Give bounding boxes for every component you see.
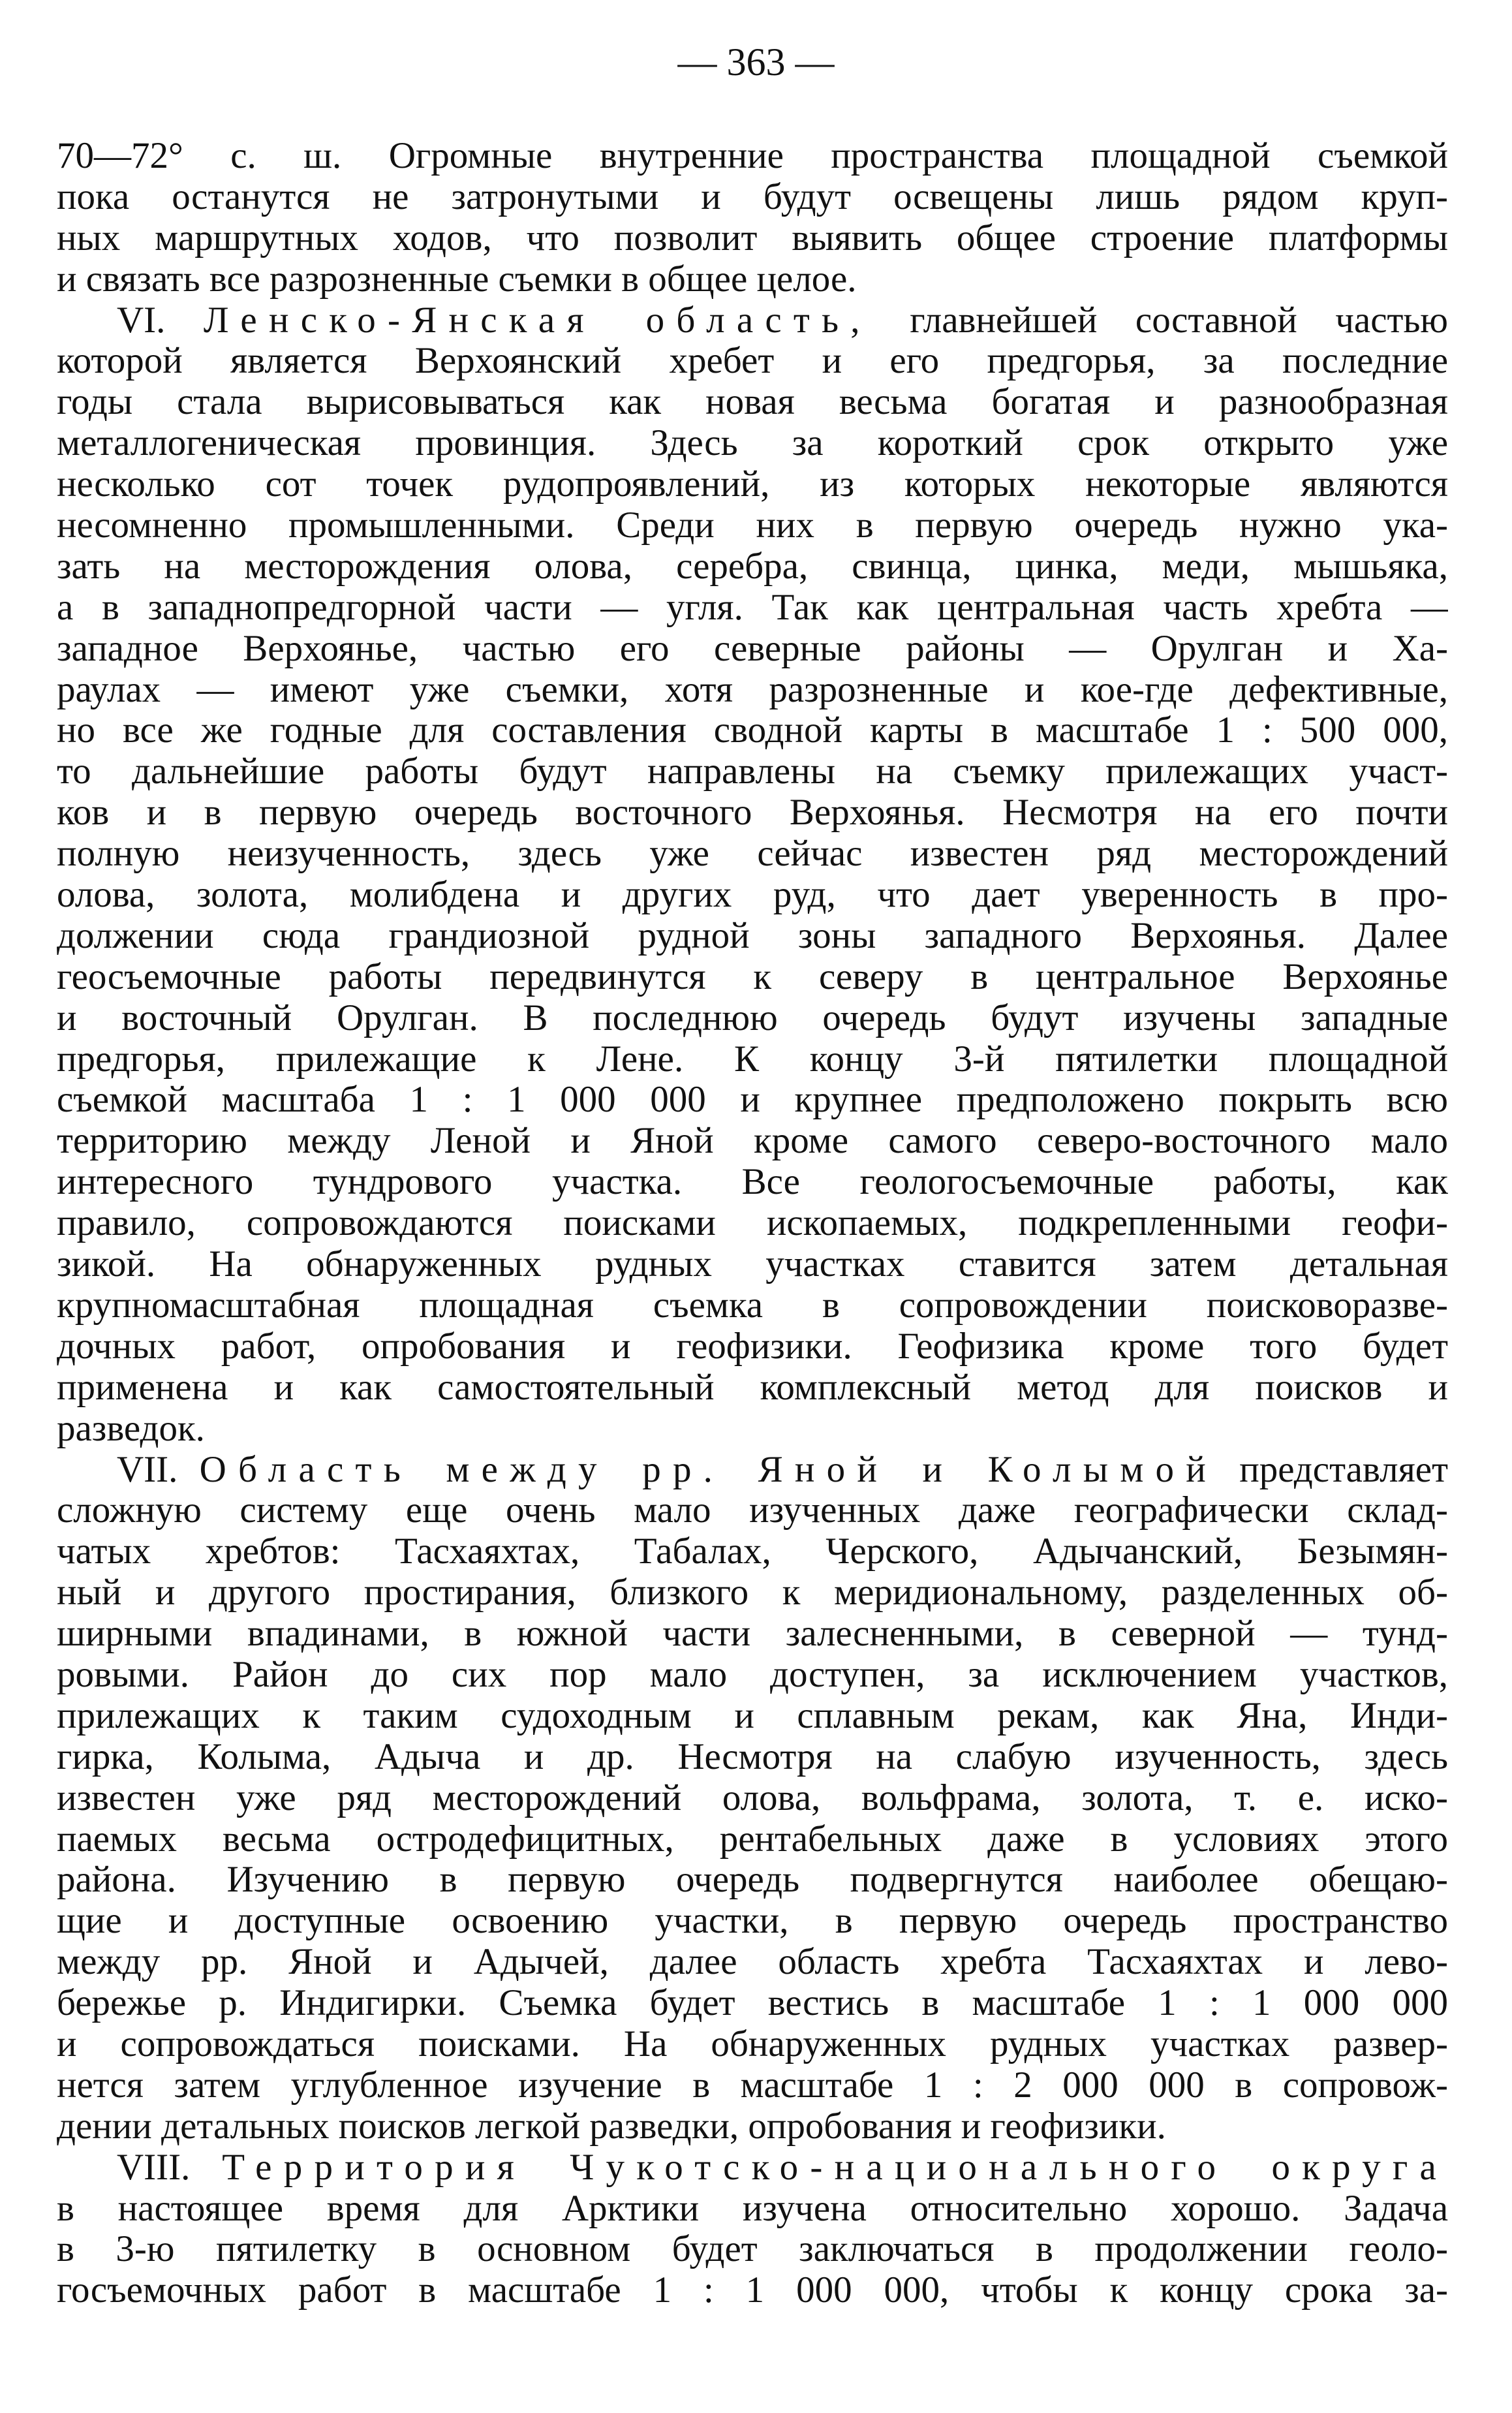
text-line: сложную систему еще очень мало изученных даже географически склад- xyxy=(57,1490,1448,1531)
text-line-rest: представляет xyxy=(1239,1449,1448,1490)
text-line: ровыми. Район до сих пор мало доступен, за исключением участков, xyxy=(57,1654,1448,1695)
text-line: и восточный Орулган. В последнюю очередь будут изучены западные xyxy=(57,997,1448,1038)
text-line: прилежащих к таким судоходным и сплавным рекам, как Яна, Инди- xyxy=(57,1695,1448,1736)
text-line: и связать все разрозненные съемки в общее целое. xyxy=(57,258,857,300)
text-line: пока останутся не затронутыми и будут освещены лишь рядом круп- xyxy=(57,176,1448,217)
text-line: между рр. Яной и Адычей, далее область хребта Тасхаяхтах и лево- xyxy=(57,1942,1448,1983)
text-line: территорию между Леной и Яной кроме самого северо-восточного мало xyxy=(57,1121,1448,1162)
text-line: зикой. На обнаруженных рудных участках ставится затем детальная xyxy=(57,1244,1448,1285)
text-line: гирка, Колыма, Адыча и др. Несмотря на слабую изученность, здесь xyxy=(57,1736,1448,1777)
text-line: дочных работ, опробования и геофизики. Геофизика кроме того будет xyxy=(57,1326,1448,1367)
text-line: а в западнопредгорной части — угля. Так как центральная часть хребта — xyxy=(57,587,1448,628)
section-heading-line xyxy=(57,1450,1448,1491)
text-line: предгорья, прилежащие к Лене. К концу 3-й пятилетки площадной xyxy=(57,1038,1448,1080)
text-line: в настоящее время для Арктики изучена относительно хорошо. Задача xyxy=(57,2188,1448,2229)
text-line: то дальнейшие работы будут направлены на съемку прилежащих участ- xyxy=(57,751,1448,792)
text-line: олова, золота, молибдена и других руд, что дает уверенность в про- xyxy=(57,875,1448,916)
section-title-spaced: Область между рр. Яной и Колымой xyxy=(199,1449,1218,1490)
text-line: известен уже ряд месторождений олова, вольфрама, золота, т. е. иско- xyxy=(57,1777,1448,1818)
text-line: ширными впадинами, в южной части залесненными, в северной — тунд- xyxy=(57,1613,1448,1655)
text-line: которой является Верхоянский хребет и его предгорья, за последние xyxy=(57,341,1448,382)
text-line: геосъемочные работы передвинутся к северу в центральное Верхоянье xyxy=(57,956,1448,997)
text-line: госъемочных работ в масштабе 1 : 1 000 000, чтобы к концу срока за- xyxy=(57,2270,1448,2311)
section-number: VIII. xyxy=(117,2147,191,2188)
text-line: годы стала вырисовываться как новая весьма богатая и разнообразная xyxy=(57,382,1448,423)
text-line: чатых хребтов: Тасхаяхтах, Табалах, Черского, Адычанский, Безымян- xyxy=(57,1531,1448,1572)
text-line: щие и доступные освоению участки, в первую очередь пространство xyxy=(57,1901,1448,1942)
section-number: VII. xyxy=(117,1449,178,1490)
text-line: района. Изучению в первую очередь подвергнутся наиболее обещаю- xyxy=(57,1860,1448,1901)
section-heading-line xyxy=(57,300,1448,341)
section-title-spaced: Территория Чукотско-национального округа xyxy=(222,2147,1448,2188)
text-line: в 3-ю пятилетку в основном будет заключаться в продолжении геоло- xyxy=(57,2229,1448,2270)
text-line: паемых весьма остродефицитных, рентабельных даже в условиях этого xyxy=(57,1818,1448,1860)
text-line-rest: главнейшей составной частью xyxy=(910,300,1448,341)
text-line: разведок. xyxy=(57,1408,205,1449)
text-line: нется затем углубленное изучение в масштабе 1 : 2 000 000 в сопровож- xyxy=(57,2064,1448,2106)
page-body-text xyxy=(57,136,1448,2311)
text-line: полную неизученность, здесь уже сейчас известен ряд месторождений xyxy=(57,833,1448,875)
text-line: дении детальных поисков легкой разведки, опробования и геофизики. xyxy=(57,2106,1166,2147)
text-line: зать на месторождения олова, серебра, свинца, цинка, меди, мышьяка, xyxy=(57,546,1448,587)
section-title-spaced: Ленско-Янская область, xyxy=(203,300,872,341)
section-heading-line xyxy=(57,2147,1448,2188)
text-line: применена и как самостоятельный комплексный метод для поисков и xyxy=(57,1367,1448,1408)
text-line: несомненно промышленными. Среди них в первую очередь нужно ука- xyxy=(57,505,1448,546)
text-line: крупномасштабная площадная съемка в сопровождении поисковоразве- xyxy=(57,1284,1448,1326)
text-line: металлогеническая провинция. Здесь за короткий срок открыто уже xyxy=(57,423,1448,464)
text-line: и сопровождаться поисками. На обнаруженных рудных участках развер- xyxy=(57,2023,1448,2064)
text-line: съемкой масштаба 1 : 1 000 000 и крупнее предположено покрыть всю xyxy=(57,1080,1448,1121)
text-line: правило, сопровождаются поисками ископаемых, подкрепленными геофи- xyxy=(57,1203,1448,1244)
text-line: раулах — имеют уже съемки, хотя разрозненные и кое-где дефективные, xyxy=(57,669,1448,710)
text-line: ков и в первую очередь восточного Верхоянья. Несмотря на его почти xyxy=(57,792,1448,833)
text-line: 70—72° с. ш. Огромные внутренние пространства площадной съемкой xyxy=(57,136,1448,176)
text-line: но все же годные для составления сводной карты в масштабе 1 : 500 000, xyxy=(57,710,1448,751)
page-number: — 363 — xyxy=(677,40,835,84)
text-line: бережье р. Индигирки. Съемка будет вестись в масштабе 1 : 1 000 000 xyxy=(57,1983,1448,2024)
text-line: западное Верхоянье, частью его северные районы — Орулган и Ха- xyxy=(57,628,1448,669)
section-number: VI. xyxy=(117,300,166,341)
text-line: должении сюда грандиозной рудной зоны западного Верхоянья. Далее xyxy=(57,915,1448,956)
text-line: ных маршрутных ходов, что позволит выявить общее строение платформы xyxy=(57,217,1448,258)
text-line: ный и другого простирания, близкого к меридиональному, разделенных об- xyxy=(57,1572,1448,1613)
text-line: несколько сот точек рудопроявлений, из которых некоторые являются xyxy=(57,464,1448,505)
text-line: интересного тундрового участка. Все геологосъемочные работы, как xyxy=(57,1162,1448,1203)
